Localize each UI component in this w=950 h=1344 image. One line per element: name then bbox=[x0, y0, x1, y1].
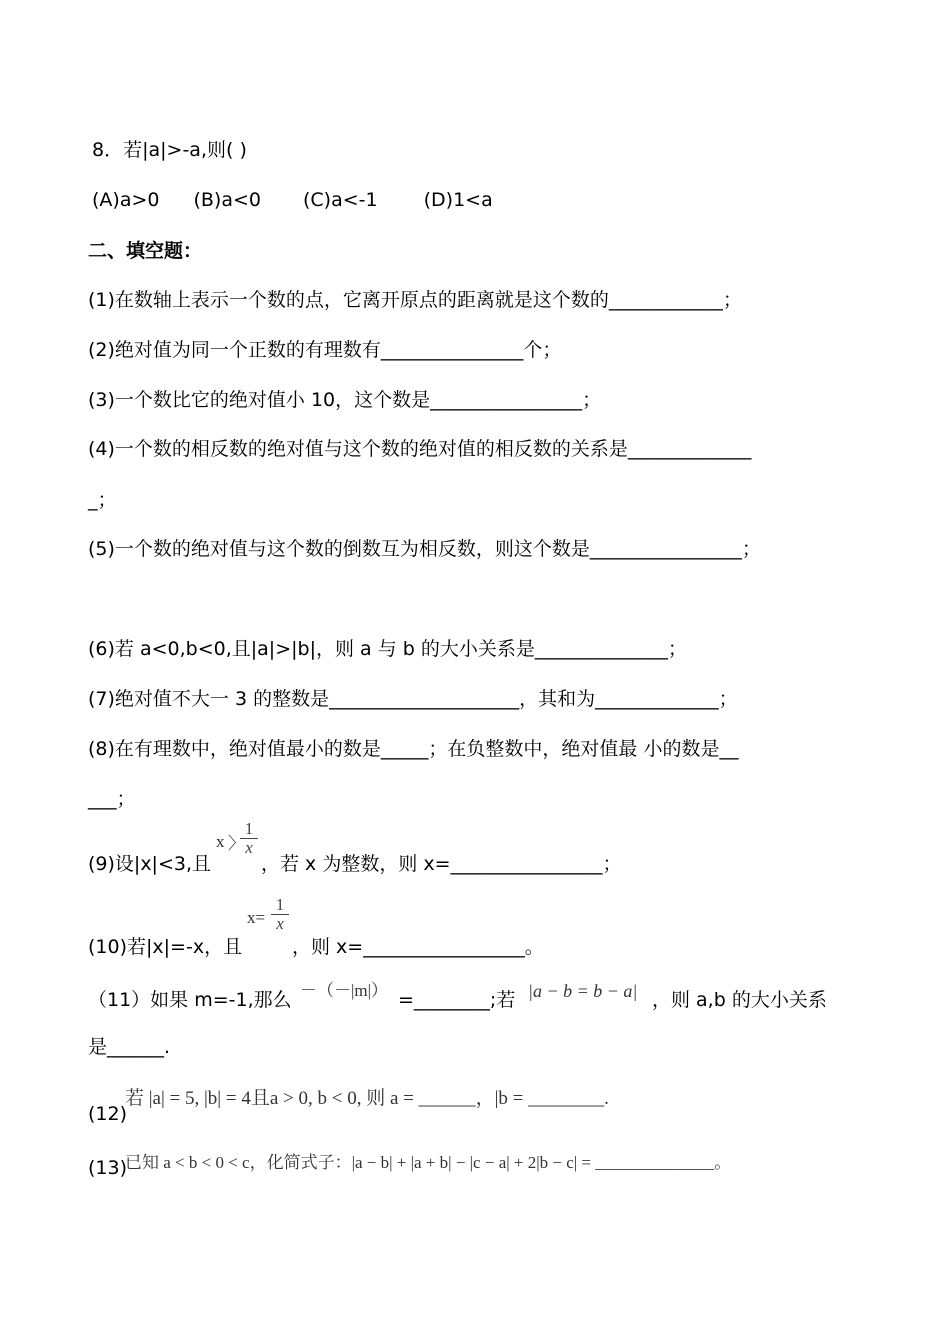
item-4-continued: _； bbox=[88, 489, 117, 511]
item-9-fraction-numerator: 1 bbox=[244, 819, 254, 838]
item-9-fraction-denominator: x bbox=[245, 838, 253, 857]
item-12-label: (12) bbox=[88, 1103, 128, 1125]
item-10-equation-lhs: x= bbox=[247, 908, 266, 927]
option-c: (C)a<-1 bbox=[303, 189, 378, 211]
item-6: (6)若 a<0,b<0,且|a|>|b|，则 a 与 b 的大小关系是______________； bbox=[88, 638, 687, 660]
item-11-expression: －（－|m|） bbox=[300, 981, 389, 1000]
item-11-condition: |a − b = b − a| bbox=[528, 981, 638, 1001]
option-b: (B)a<0 bbox=[193, 189, 261, 211]
item-10-suffix: ，则 x=_________________。 bbox=[292, 936, 544, 958]
item-9-fraction bbox=[240, 820, 258, 857]
item-9-suffix: ，若 x 为整数，则 x=________________； bbox=[261, 853, 622, 875]
item-5: (5)一个数的绝对值与这个数的倒数互为相反数，则这个数是________________； bbox=[88, 538, 761, 560]
item-9-inequality-lhs: x bbox=[216, 832, 225, 851]
item-9-inequality-symbol: 〉 bbox=[228, 834, 245, 853]
item-8: (8)在有理数中，绝对值最小的数是_____；在负整数中，绝对值最 小的数是__ bbox=[88, 738, 739, 760]
item-10-fraction-numerator: 1 bbox=[275, 895, 285, 914]
question-8-stem: 8．若|a|>-a,则( ) bbox=[92, 139, 247, 161]
item-11-prefix: （11）如果 m=-1,那么 bbox=[88, 989, 292, 1011]
item-11-continued: 是______. bbox=[88, 1036, 171, 1058]
item-11-answer: =________;若 bbox=[398, 989, 516, 1011]
section-title: 二、填空题： bbox=[88, 240, 203, 262]
item-4: (4)一个数的相反数的绝对值与这个数的绝对值的相反数的关系是_____________ bbox=[88, 438, 752, 460]
option-d: (D)1<a bbox=[423, 189, 493, 211]
question-8-options bbox=[92, 188, 493, 212]
item-13-label: (13) bbox=[88, 1157, 128, 1179]
item-9-prefix: (9)设|x|<3,且 bbox=[88, 853, 212, 875]
item-12-expression: 若 |a| = 5, |b| = 4且a > 0, b < 0, 则 a = ______，|b = ________. bbox=[125, 1088, 609, 1109]
item-11-suffix: ，则 a,b 的大小关系 bbox=[652, 989, 827, 1011]
item-10-prefix: (10)若|x|=-x，且 bbox=[88, 936, 243, 958]
item-1: (1)在数轴上表示一个数的点，它离开原点的距离就是这个数的____________； bbox=[88, 289, 742, 311]
item-10-fraction bbox=[271, 896, 289, 933]
item-3: (3)一个数比它的绝对值小 10，这个数是________________； bbox=[88, 389, 602, 411]
item-7: (7)绝对值不大一 3 的整数是____________________，其和为_____________； bbox=[88, 688, 738, 710]
item-8-continued: ___； bbox=[88, 788, 136, 810]
item-13-expression: 已知 a < b < 0 < c，化简式子：|a − b| + |a + b| − |c − a| + 2|b − c| = ______________。 bbox=[125, 1153, 732, 1172]
item-2: (2)绝对值为同一个正数的有理数有_______________个； bbox=[88, 339, 562, 361]
item-10-fraction-denominator: x bbox=[276, 914, 284, 933]
option-a: (A)a>0 bbox=[92, 189, 160, 211]
